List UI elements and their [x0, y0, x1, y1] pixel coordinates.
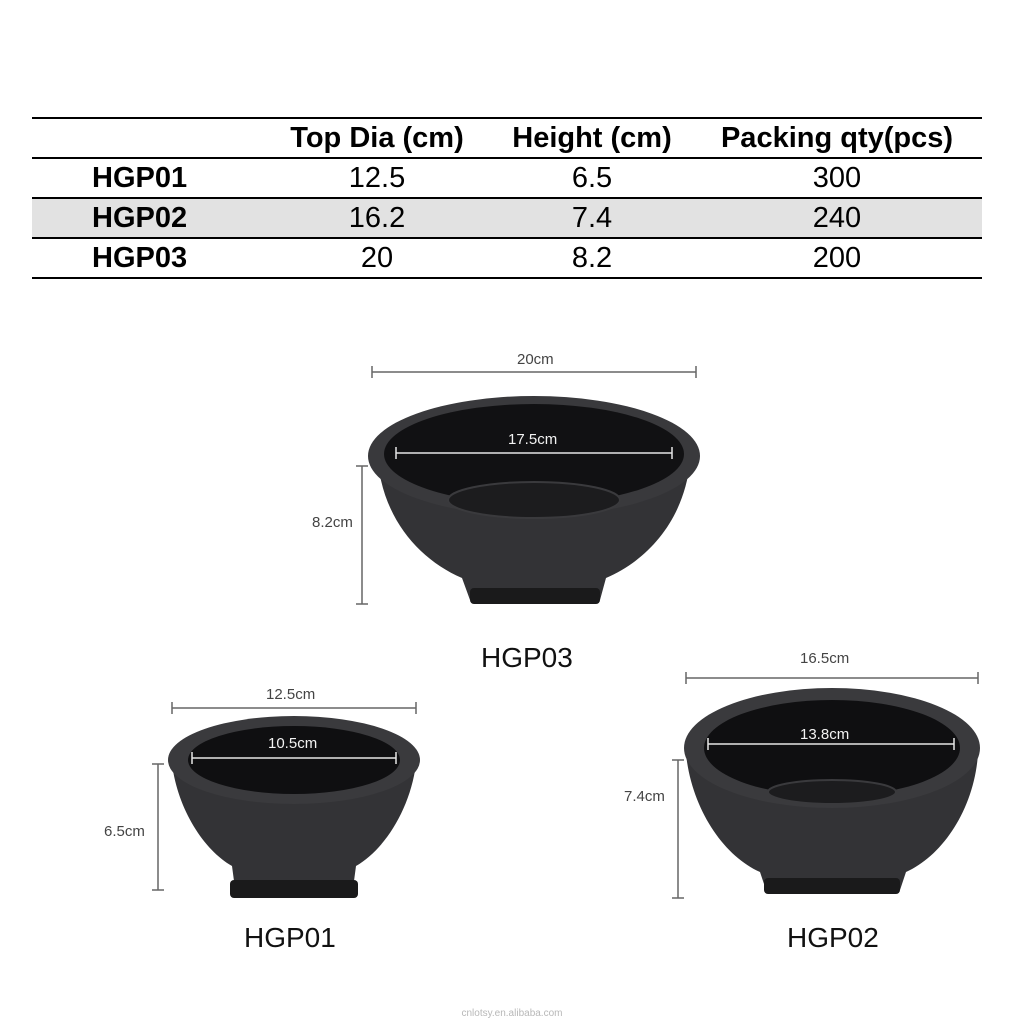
hgp03-outer-dia-label: 20cm	[517, 351, 554, 368]
row-height: 7.4	[571, 201, 613, 234]
watermark: cnlotsy.en.alibaba.com	[461, 1008, 563, 1019]
hgp01-outer-dia-label: 12.5cm	[266, 686, 316, 703]
hgp03-inner-dia-label: 17.5cm	[508, 431, 558, 448]
header-packing-qty: Packing qty(pcs)	[720, 121, 954, 154]
row-qty: 240	[812, 201, 862, 234]
hgp01-inner-dia-label: 10.5cm	[268, 735, 318, 752]
header-top-dia: Top Dia (cm)	[290, 121, 464, 154]
hgp02-inner-dia-label: 13.8cm	[800, 726, 850, 743]
row-model: HGP02	[92, 201, 188, 234]
row-top-dia: 16.2	[348, 201, 406, 234]
row-qty: 300	[812, 161, 862, 194]
hgp01-height-label: 6.5cm	[104, 823, 145, 840]
hgp02-height-label: 7.4cm	[624, 788, 665, 805]
hgp03-height-label: 8.2cm	[312, 514, 353, 531]
hgp03-caption: HGP03	[481, 642, 573, 673]
row-top-dia: 20	[360, 241, 394, 274]
hgp01-caption: HGP01	[244, 922, 336, 953]
row-height: 6.5	[571, 161, 613, 194]
row-top-dia: 12.5	[348, 161, 406, 194]
hgp02-outer-dia-label: 16.5cm	[800, 650, 850, 667]
hgp02-caption: HGP02	[787, 922, 879, 953]
row-qty: 200	[812, 241, 862, 274]
row-model: HGP03	[92, 241, 188, 274]
row-model: HGP01	[92, 161, 188, 194]
row-height: 8.2	[571, 241, 613, 274]
header-height: Height (cm)	[512, 121, 672, 154]
